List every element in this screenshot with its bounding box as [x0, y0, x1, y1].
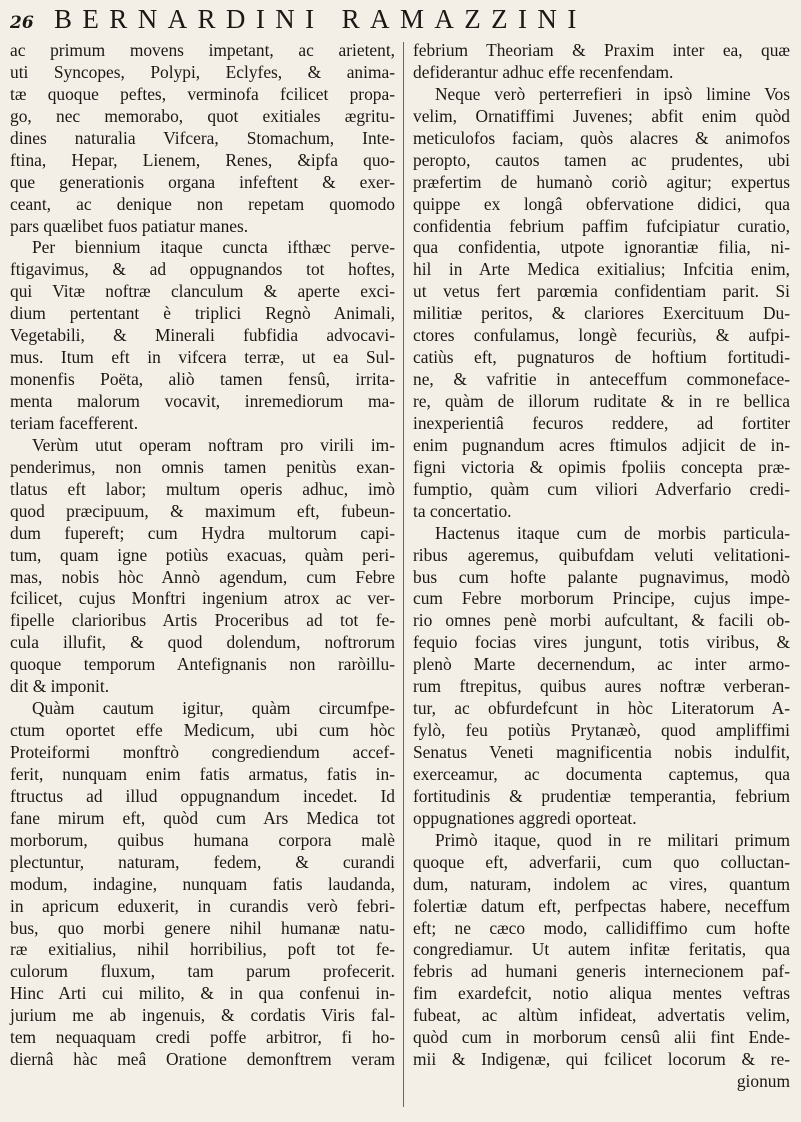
text-line: militiæ peritos, & clariores Exercituum Du- — [413, 303, 790, 324]
text-line: plectuntur, naturam, fedem, & curandi — [10, 851, 395, 872]
text-line: tæ quoque peftes, verminofa fcilicet propa- — [10, 83, 395, 104]
text-line: teriam facefferent. — [10, 412, 139, 433]
text-line: dum, naturam, indolem ac vires, quantum — [413, 873, 790, 894]
text-line: Senatus Veneti magnificentia nobis indulfit, — [413, 742, 790, 762]
text-line: ferit, nunquam enim fatis armatus, fatis in- — [10, 763, 395, 784]
text-line: Primò itaque, quod in re militari primum — [435, 829, 790, 850]
text-line: fumptio, quàm cum viliori Adverfario credi- — [413, 478, 790, 499]
text-line: confidentia febrium paffim fufcipiatur curatio, — [413, 215, 790, 236]
text-line: fane mirum eft, quòd cum Ars Medica tot — [10, 807, 395, 828]
text-line: fim exardefcit, notio aliqua mentes veftras — [413, 983, 790, 1004]
text-line: oppugnationes aggredi oporteat. — [413, 807, 637, 828]
text-line: qui Vitæ noftræ clanculum & aperte exci- — [10, 281, 395, 302]
text-line: enim pugnandum acres ftimulos adjicit de in- — [413, 434, 790, 455]
text-line: ta concertatio. — [413, 500, 512, 521]
text-line: inexperientiâ fecuros reddere, ad fortiter — [413, 412, 790, 433]
left-column — [10, 40, 395, 1110]
text-line: uti Syncopes, Polypi, Eclyfes, & anima- — [10, 61, 395, 82]
text-line: Hactenus itaque cum de morbis particula- — [435, 522, 790, 543]
text-line: hil in Arte Medica exitialius; Infcitia enim, — [413, 259, 790, 280]
text-line: dines naturalia Vifcera, Stomachum, Inte- — [10, 127, 395, 148]
text-line: fipelle clarioribus Artis Proceribus ad tot fe- — [10, 610, 395, 631]
text-line: re, quàm de illorum ruditate & in re bellica — [413, 391, 790, 411]
text-line: fcilicet, cujus Monftri ingenium atrox ac ver- — [10, 588, 395, 609]
text-line: ftigavimus, & ad oppugnandos tot hoftes, — [10, 259, 395, 280]
text-line: quod præcipuum, & maximum eft, fubeun- — [10, 500, 395, 521]
text-line: dit & imponit. — [10, 676, 110, 697]
text-line: ræ exitialius, nihil horribilius, poft tot fe- — [10, 939, 395, 960]
text-line: Hinc Arti cui milito, & in qua confenui in- — [10, 983, 395, 1004]
text-line: tem nequaquam credi poffe arbitror, fi ho- — [10, 1027, 395, 1048]
text-line: quoque temporum Antefignanis non raròillu- — [10, 654, 395, 675]
text-line: penderimus, non omnis tamen penitùs exan- — [10, 456, 395, 477]
text-line: meticulofos faciam, quòs alacres & animofos — [413, 127, 790, 148]
text-line: Quàm cautum igitur, quàm circumfpe- — [32, 698, 395, 719]
text-line: congrediamur. Ut autem infitæ feritatis, qua — [413, 939, 790, 960]
text-line: plenò Marte decernendum, ac inter armo- — [413, 654, 790, 675]
text-line: diernâ hàc meâ Oratione demonftrem veram — [10, 1049, 395, 1070]
text-line: quòd cum in morborum censû alii fint Ende- — [413, 1027, 790, 1048]
text-line: ftructus ad illud oppugnandum incedet. Id — [10, 785, 395, 806]
text-line: quippe ex longâ obfervatione didici, qua — [413, 193, 790, 214]
text-line: mas, nobis hòc Annò agendum, cum Febre — [10, 566, 395, 587]
text-line: rio omnes penè morbi aufcultant, & facili ob- — [413, 610, 790, 631]
page-number: 26 — [10, 13, 34, 33]
text-line: rum ftrepitus, quibus aures noftræ verberan- — [413, 676, 790, 697]
text-line: eft; ne cæco modo, callidiffimo cum hofte — [413, 917, 790, 938]
text-line: bus, quo morbi genere nihil humanæ natu- — [10, 917, 395, 938]
text-line: folertiæ datum eft, perfpectas habere, neceffum — [413, 895, 790, 916]
text-line: tur, ac obfurdefcunt in hòc Literatorum A- — [413, 698, 790, 719]
running-head: BERNARDINI RAMAZZINI — [54, 4, 587, 34]
text-line: qua confidentia, utpote ignorantiæ filia, ni- — [413, 237, 790, 258]
text-line: ftina, Hepar, Lienem, Renes, &ipfa quo- — [10, 149, 395, 170]
text-line: dium pertentant è triplici Regnò Animali, — [10, 303, 395, 324]
page-header — [10, 4, 790, 40]
text-line: culorum fluxum, tam parum profecerit. — [10, 961, 395, 982]
text-line: ctum oportet effe Medicum, ubi cum hòc — [10, 720, 395, 741]
text-line: dum fupereft; cum Hydra multorum capi- — [10, 522, 395, 543]
text-line: peropto, cautos tamen ac prudentes, ubi — [413, 149, 790, 170]
text-line: Per biennium itaque cuncta ifthæc perve- — [32, 237, 395, 258]
text-line: ne, & vafritie in anteceffum commoneface- — [413, 369, 790, 390]
right-column — [413, 40, 790, 1110]
text-line: cum Febre morborum Principe, cujus impe- — [413, 588, 790, 609]
text-line: febris ad humani generis internecionem paf- — [413, 961, 790, 982]
text-line: ceant, ac denique non repetam quomodo — [10, 193, 395, 214]
text-line: fequio focias vires jungunt, totis viribus, & — [413, 632, 790, 653]
text-line: defiderantur adhuc effe recenfendam. — [413, 61, 674, 82]
text-line: mus. Itum eft in vifcera terræ, ut ea Sul- — [10, 347, 395, 368]
text-line: monenfis Poëta, aliò tamen fensû, irrita- — [10, 369, 395, 390]
text-line: modum, indagine, nunquam fatis laudanda, — [10, 873, 395, 894]
text-line: fylò, feu potiùs Prytanæò, quod ampliffimi — [413, 720, 790, 741]
text-line: exerceamur, ac documenta captemus, qua — [413, 763, 790, 784]
text-line: in apricum eduxerit, in curandis verò febri- — [10, 895, 395, 916]
text-line: tum, quam igne potiùs exacuas, quàm peri- — [10, 544, 395, 565]
text-line: velim, Ornatiffimi Juvenes; abfit enim quòd — [413, 105, 790, 126]
text-line: figni victoria & opimis fpoliis concepta præ- — [413, 456, 790, 477]
column-divider — [403, 42, 404, 1107]
text-line: menta malorum vocavit, inremediorum ma- — [10, 391, 395, 411]
text-line: Proteiformi monftrò congrediendum accef- — [10, 742, 395, 762]
text-line: ac primum movens impetant, ac arietent, — [10, 40, 395, 60]
text-line: Vegetabili, & Minerali fubfidia advocavi- — [10, 325, 395, 346]
text-line: ut vetus fert parœmia confidentiam parit. Si — [413, 281, 790, 302]
text-line: ribus ageremus, quibufdam veluti velitationi- — [413, 544, 790, 565]
text-line: gionum — [736, 1071, 790, 1092]
text-line: fubeat, ac altùm infideat, advertatis velim, — [413, 1005, 790, 1026]
text-line: jurium me ab ingenuis, & cordatis Viris fal- — [10, 1005, 395, 1026]
text-line: pars quælibet fuos patiatur manes. — [10, 215, 249, 236]
text-line: go, nec memorabo, quot exitiales ægritu- — [10, 105, 395, 126]
text-line: tlatus eft labor; multum operis adhuc, imò — [10, 478, 395, 499]
text-line: febrium Theoriam & Praxim inter ea, quæ — [413, 40, 790, 60]
text-line: que generationis organa infeftent & exer- — [10, 171, 395, 192]
text-line: præfertim de humanò coriò agitur; expertus — [413, 171, 790, 192]
text-line: ctores confulamus, longè fecuriùs, & aufpi- — [413, 325, 790, 346]
text-line: quoque eft, adverfarii, cum quo colluctan- — [413, 851, 790, 872]
text-line: fortitudinis & prudentiæ temperantia, febrium — [413, 785, 790, 806]
text-line: catiùs eft, pugnaturos de hoftium fortitudi- — [413, 347, 790, 368]
text-line: morborum, quibus humana corpora malè — [10, 829, 395, 850]
text-line: bus cum hofte palante pugnavimus, modò — [413, 566, 790, 587]
text-line: Neque verò perterrefieri in ipsò limine Vos — [435, 83, 790, 104]
text-line: mii & Indigenæ, qui fcilicet locorum & re- — [413, 1049, 790, 1070]
text-line: cula illufit, & quod dolendum, noftrorum — [10, 632, 395, 653]
text-line: Verùm utut operam noftram pro virili im- — [32, 434, 395, 455]
